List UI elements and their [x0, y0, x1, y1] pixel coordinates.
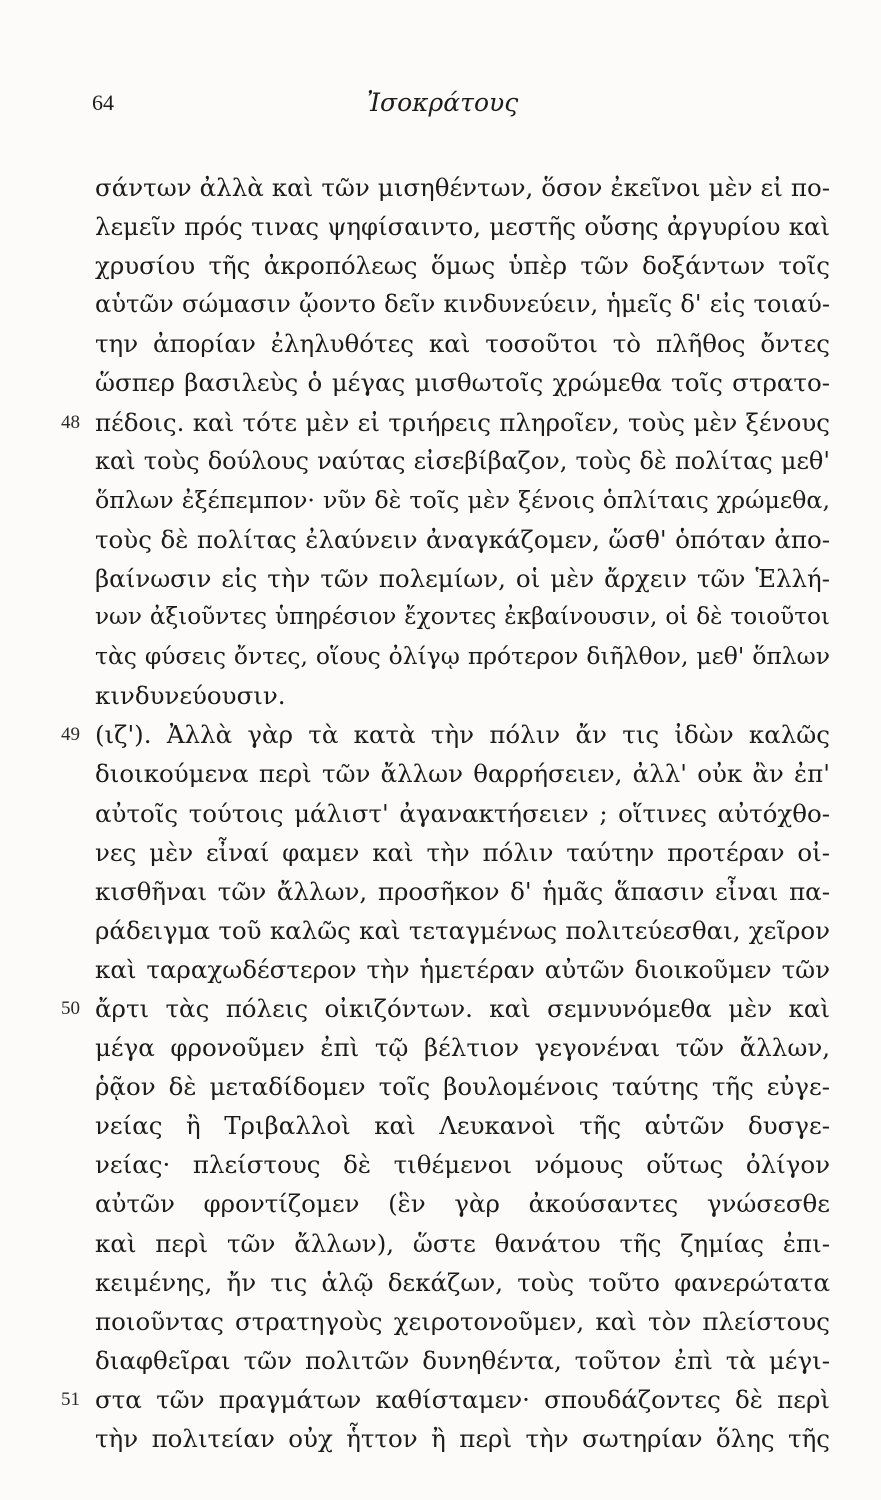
text-line	[95, 794, 830, 833]
line-text: ποιοῦντας στρατηγοὺς χειροτονοῦμεν, καὶ τὸν πλείστους	[95, 1306, 830, 1336]
line-text: ὥσπερ βασιλεὺς ὁ μέγας μισθωτοῖς χρώμεθα τοῖς στρατο-	[95, 368, 830, 398]
text-line	[95, 168, 830, 207]
line-text: βαίνωσιν εἰς τὴν τῶν πολεμίων, οἱ μὲν ἄρχειν τῶν Ἑλλή-	[95, 563, 830, 593]
line-text: κισθῆναι τῶν ἄλλων, προσῆκον δ' ἡμᾶς ἅπασιν εἶναι πα-	[95, 876, 830, 906]
text-line	[61, 403, 830, 442]
line-text: νείας· πλείστους δὲ τιθέμενοι νόμους οὕτως ὀλίγον	[95, 1150, 830, 1180]
text-line	[95, 324, 830, 363]
text-line	[95, 1145, 830, 1184]
text-line	[95, 911, 830, 950]
line-text: καὶ τοὺς δούλους ναύτας εἰσεβίβαζον, τοὺς δὲ πολίτας μεθ'	[95, 446, 830, 475]
text-line	[95, 1067, 830, 1106]
text-line	[95, 1224, 830, 1263]
text-line	[95, 872, 830, 911]
text-line	[95, 754, 830, 793]
text-line	[95, 1263, 830, 1302]
line-text: ἄρτι τὰς πόλεις οἰκιζόντων. καὶ σεμνυνόμεθα μὲν καὶ	[95, 993, 830, 1023]
text-line	[95, 1184, 830, 1223]
line-text: σάντων ἀλλὰ καὶ τῶν μισηθέντων, ὅσον ἐκεῖνοι μὲν εἰ πο-	[95, 173, 830, 202]
line-text: χρυσίου τῆς ἀκροπόλεως ὅμως ὑπὲρ τῶν δοξάντων τοῖς	[95, 251, 830, 281]
line-text: καὶ ταραχωδέστερον τὴν ἡμετέραν αὐτῶν διοικοῦμεν τῶν	[95, 954, 830, 984]
line-text: τὰς φύσεις ὄντες, οἵους ὀλίγῳ πρότερον διῆλθον, μεθ' ὅπλων	[95, 642, 830, 671]
text-line	[95, 833, 830, 872]
line-text: αὐτῶν φροντίζομεν (ἓν γὰρ ἀκούσαντες γνώσεσθε	[95, 1189, 830, 1219]
text-line	[95, 1106, 830, 1145]
line-text: κινδυνεύουσιν.	[95, 681, 286, 711]
line-text: ῥᾷον δὲ μεταδίδομεν τοῖς βουλομένοις ταύτης τῆς εὐγε-	[95, 1072, 830, 1102]
line-text: νες μὲν εἶναί φαμεν καὶ τὴν πόλιν ταύτην προτέραν οἰ-	[95, 837, 830, 867]
line-text: αὐτοῖς τούτοις μάλιστ' ἀγανακτήσειεν ; οἵτινες αὐτόχθο-	[95, 798, 830, 828]
line-text: διοικούμενα περὶ τῶν ἄλλων θαρρήσειεν, ἀλλ' οὐκ ἂν ἐπ'	[95, 759, 830, 789]
text-line	[61, 1380, 830, 1419]
text-line	[95, 1302, 830, 1341]
text-line	[95, 598, 830, 637]
line-text: μέγα φρονοῦμεν ἐπὶ τῷ βέλτιον γεγονέναι τῶν ἄλλων,	[95, 1033, 830, 1063]
text-line	[61, 989, 830, 1028]
line-text: τοὺς δὲ πολίτας ἐλαύνειν ἀναγκάζομεν, ὥσθ' ὁπόταν ἀπο-	[95, 524, 830, 554]
line-text: νείας ἢ Τριβαλλοὶ καὶ Λευκανοὶ τῆς αὑτῶν δυσγε-	[95, 1111, 830, 1141]
text-line	[95, 207, 830, 246]
text-line	[95, 246, 830, 285]
text-line	[95, 637, 830, 676]
text-line	[95, 481, 830, 520]
section-number: 49	[61, 724, 80, 746]
text-line	[95, 559, 830, 598]
line-text: λεμεῖν πρός τινας ψηφίσαιντο, μεστῆς οὔσης ἀργυρίου καὶ	[95, 212, 830, 242]
line-text: τὴν πολιτείαν οὐχ ἧττον ἢ περὶ τὴν σωτηρίαν ὅλης τῆς	[95, 1424, 830, 1453]
line-text: κειμένης, ἤν τις ἁλῷ δεκάζων, τοὺς τοῦτο φανερώτατα	[95, 1267, 830, 1297]
text-line	[95, 285, 830, 324]
line-text: την ἀπορίαν ἐληλυθότες καὶ τοσοῦτοι τὸ πλῆθος ὄντες	[95, 329, 830, 359]
line-text: ράδειγμα τοῦ καλῶς καὶ τεταγμένως πολιτεύεσθαι, χεῖρον	[95, 915, 830, 945]
text-line	[95, 1419, 830, 1458]
line-text: (ιζ'). Ἀλλὰ γὰρ τὰ κατὰ τὴν πόλιν ἄν τις ἰδὼν καλῶς	[95, 720, 830, 750]
text-line	[95, 676, 830, 715]
text-line	[95, 1028, 830, 1067]
line-text: στα τῶν πραγμάτων καθίσταμεν· σπουδάζοντες δὲ περὶ	[95, 1384, 830, 1414]
line-text: διαφθεῖραι τῶν πολιτῶν δυνηθέντα, τοῦτον ἐπὶ τὰ μέγι-	[95, 1345, 830, 1375]
running-head: Ἰσοκράτους	[367, 88, 519, 117]
section-number: 48	[61, 411, 80, 433]
section-number: 50	[61, 997, 80, 1019]
line-text: ὅπλων ἐξέπεμπον· νῦν δὲ τοῖς μὲν ξένοις ὁπλίταις χρώμεθα,	[95, 485, 830, 514]
text-line	[61, 715, 830, 754]
line-text: πέδοις. καὶ τότε μὲν εἰ τριήρεις πληροῖεν, τοὺς μὲν ξένους	[95, 407, 830, 437]
text-line	[95, 950, 830, 989]
text-line	[95, 1341, 830, 1380]
line-text: αὑτῶν σώμασιν ᾤοντο δεῖν κινδυνεύειν, ἡμεῖς δ' εἰς τοιαύ-	[95, 290, 830, 319]
text-line	[95, 442, 830, 481]
line-text: νων ἀξιοῦντες ὑπηρέσιον ἔχοντες ἐκβαίνουσιν, οἱ δὲ τοιοῦτοι	[95, 604, 830, 631]
text-block	[61, 168, 830, 1458]
section-number: 51	[61, 1388, 80, 1410]
text-line	[95, 520, 830, 559]
page-number: 64	[92, 90, 114, 115]
line-text: καὶ περὶ τῶν ἄλλων), ὥστε θανάτου τῆς ζημίας ἐπι-	[95, 1228, 830, 1258]
text-line	[95, 363, 830, 402]
